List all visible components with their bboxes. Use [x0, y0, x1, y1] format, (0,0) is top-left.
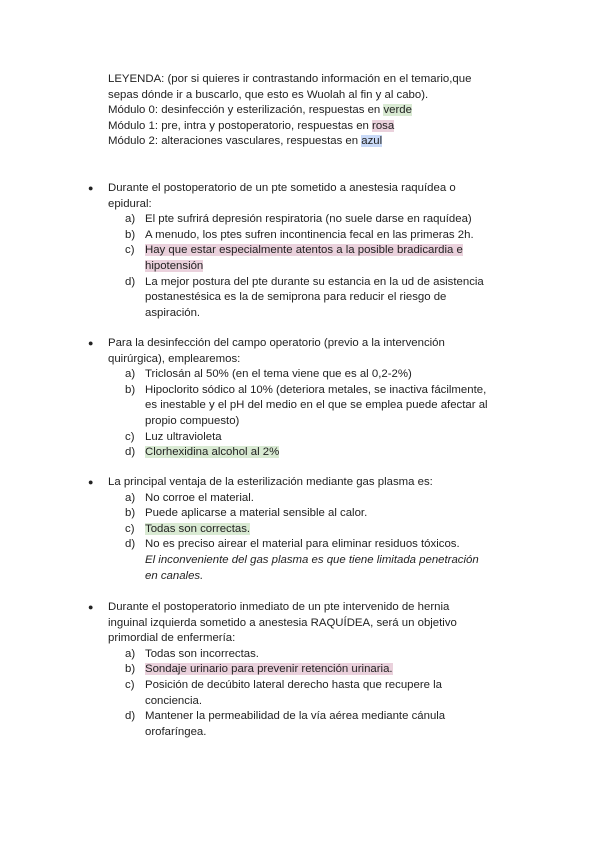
option-line-text: propio compuesto): [145, 414, 240, 427]
option-line-text: La mejor postura del pte durante su estancia en la ud de asistencia: [145, 275, 484, 288]
legend-module-1-text: Módulo 1: pre, intra y postoperatorio, respuestas en: [108, 119, 373, 132]
question-2: [88, 336, 528, 461]
option-line: [145, 491, 528, 507]
answer-option: [108, 212, 528, 228]
option-line: [145, 647, 528, 663]
option-text: [145, 647, 528, 663]
option-line: [145, 694, 528, 710]
question-stem-line: La principal ventaja de la esterilización mediante gas plasma es:: [108, 476, 433, 488]
option-list: [108, 647, 528, 741]
option-line-text: Clorhexidina alcohol al 2%: [145, 446, 280, 459]
answer-option: [108, 678, 528, 709]
option-line: [145, 430, 528, 446]
legend-color-pink: rosa: [372, 119, 395, 132]
option-text: [145, 275, 528, 322]
option-line-text: Todas son correctas.: [145, 522, 251, 535]
option-letter: d): [125, 275, 136, 288]
option-line: [145, 506, 528, 522]
legend-module-1: [108, 119, 538, 135]
option-line-text: Mantener la permeabilidad de la vía aérea mediante cánula: [145, 710, 446, 723]
question-stem-line: quirúrgica), emplearemos:: [108, 352, 241, 365]
option-list: [108, 212, 528, 321]
question-stem-line: Durante el postoperatorio de un pte sometido a anestesia raquídea o: [108, 182, 456, 194]
question-stem-line: inguinal izquierda sometido a anestesia RAQUÍDEA, será un objetivo: [108, 616, 457, 629]
option-letter: c): [125, 522, 135, 535]
answer-option: [108, 647, 528, 663]
legend-block: [108, 72, 538, 150]
option-letter: b): [125, 383, 136, 396]
option-line: [145, 662, 528, 678]
bullet-icon: ●: [88, 602, 94, 612]
answer-option: [108, 367, 528, 383]
option-letter: d): [125, 538, 136, 551]
option-line: [145, 212, 528, 228]
legend-module-0: [108, 103, 538, 119]
answer-option: [108, 537, 528, 584]
option-line: [145, 259, 528, 275]
option-line: [145, 243, 528, 259]
question-1: [88, 181, 528, 321]
option-line-text: postanestésica es la de semiprona para reducir el riesgo de: [145, 291, 447, 304]
legend-line-2: sepas dónde ir a buscarlo, que esto es Wuolah al fin y al cabo).: [108, 88, 429, 101]
option-letter: b): [125, 507, 136, 520]
option-line-text: es inestable y el pH del medio en el que se emplea puede afectar al: [145, 399, 488, 412]
bullet-icon: ●: [88, 477, 94, 487]
option-line-text: conciencia.: [145, 694, 202, 707]
option-text: [145, 522, 528, 538]
option-line: [145, 725, 528, 741]
question-4: [88, 600, 528, 740]
question-stem-line: primordial de enfermería:: [108, 632, 236, 645]
option-line-text: Todas son incorrectas.: [145, 647, 259, 660]
option-letter: c): [125, 430, 135, 443]
option-letter: a): [125, 491, 136, 504]
option-line-text: El pte sufrirá depresión respiratoria (no suele darse en raquídea): [145, 213, 472, 226]
option-letter: c): [125, 678, 135, 691]
answer-option: [108, 430, 528, 446]
option-line-text: Sondaje urinario para prevenir retención urinaria.: [145, 663, 393, 676]
answer-option: [108, 522, 528, 538]
legend-module-2: [108, 134, 538, 150]
question-stem: [108, 336, 528, 367]
option-line-text: Hay que estar especialmente atentos a la posible bradicardia e: [145, 244, 463, 257]
option-line-text: No es preciso airear el material para eliminar residuos tóxicos.: [145, 538, 460, 551]
option-line-text: Triclosán al 50% (en el tema viene que es al 0,2-2%): [145, 368, 412, 381]
bullet-icon: ●: [88, 183, 94, 193]
legend-module-0-text: Módulo 0: desinfección y esterilización, respuestas en: [108, 104, 384, 117]
option-letter: a): [125, 368, 136, 381]
option-letter: b): [125, 228, 136, 241]
option-text: [145, 367, 528, 383]
answer-option: [108, 506, 528, 522]
legend-color-green: verde: [383, 104, 412, 117]
answer-option: [108, 383, 528, 430]
option-line-text: Luz ultravioleta: [145, 430, 222, 443]
legend-module-2-text: Módulo 2: alteraciones vasculares, respuestas en: [108, 135, 362, 148]
answer-option: [108, 662, 528, 678]
option-note: El inconveniente del gas plasma es que tiene limitada penetración: [145, 553, 479, 566]
question-3: [88, 475, 528, 584]
bullet-icon: ●: [88, 338, 94, 348]
option-line: [145, 445, 528, 461]
option-text: [145, 430, 528, 446]
option-line: [145, 398, 528, 414]
answer-option: [108, 243, 528, 274]
option-letter: b): [125, 663, 136, 676]
option-line: [145, 306, 528, 322]
option-line-text: Hipoclorito sódico al 10% (deteriora metales, se inactiva fácilmente,: [145, 383, 487, 396]
option-list: [108, 367, 528, 461]
question-stem-line: epidural:: [108, 197, 152, 210]
option-line: [145, 367, 528, 383]
option-text: [145, 243, 528, 274]
option-line-text: Posición de decúbito lateral derecho hasta que recupere la: [145, 678, 442, 691]
option-letter: d): [125, 710, 136, 723]
question-stem: [108, 475, 528, 491]
answer-option: [108, 709, 528, 740]
option-letter: a): [125, 213, 136, 226]
question-stem: [108, 600, 528, 647]
option-line: [145, 414, 528, 430]
option-line: [145, 275, 528, 291]
option-text: [145, 709, 528, 740]
option-text: [145, 491, 528, 507]
option-line: [145, 228, 528, 244]
option-text: [145, 212, 528, 228]
option-text: [145, 383, 528, 430]
option-line-text: No corroe el material.: [145, 491, 254, 504]
answer-option: [108, 445, 528, 461]
answer-option: [108, 228, 528, 244]
option-text: [145, 228, 528, 244]
option-line: [145, 537, 528, 553]
option-line: [145, 290, 528, 306]
option-letter: a): [125, 647, 136, 660]
option-text: [145, 678, 528, 709]
option-text: [145, 662, 528, 678]
option-line: [145, 678, 528, 694]
answer-option: [108, 491, 528, 507]
answer-option: [108, 275, 528, 322]
option-letter: c): [125, 244, 135, 257]
option-line-text: hipotensión: [145, 259, 204, 272]
question-stem-line: Durante el postoperatorio inmediato de un pte intervenido de hernia: [108, 601, 450, 613]
option-line: [145, 709, 528, 725]
option-text: [145, 506, 528, 522]
option-text: [145, 445, 528, 461]
option-line-text: Puede aplicarse a material sensible al calor.: [145, 507, 368, 520]
option-letter: d): [125, 446, 136, 459]
option-text: [145, 537, 528, 584]
option-line-text: aspiración.: [145, 306, 201, 319]
option-line-text: orofaríngea.: [145, 725, 207, 738]
legend-line-1: LEYENDA: (por si quieres ir contrastando información en el temario,que: [108, 73, 472, 85]
option-line: [145, 383, 528, 399]
option-line: [145, 522, 528, 538]
option-note: en canales.: [145, 569, 204, 582]
question-stem-line: Para la desinfección del campo operatorio (previo a la intervención: [108, 337, 445, 349]
legend-color-blue: azul: [361, 135, 383, 148]
option-line-text: A menudo, los ptes sufren incontinencia fecal en las primeras 2h.: [145, 228, 474, 241]
question-stem: [108, 181, 528, 212]
option-list: [108, 491, 528, 585]
